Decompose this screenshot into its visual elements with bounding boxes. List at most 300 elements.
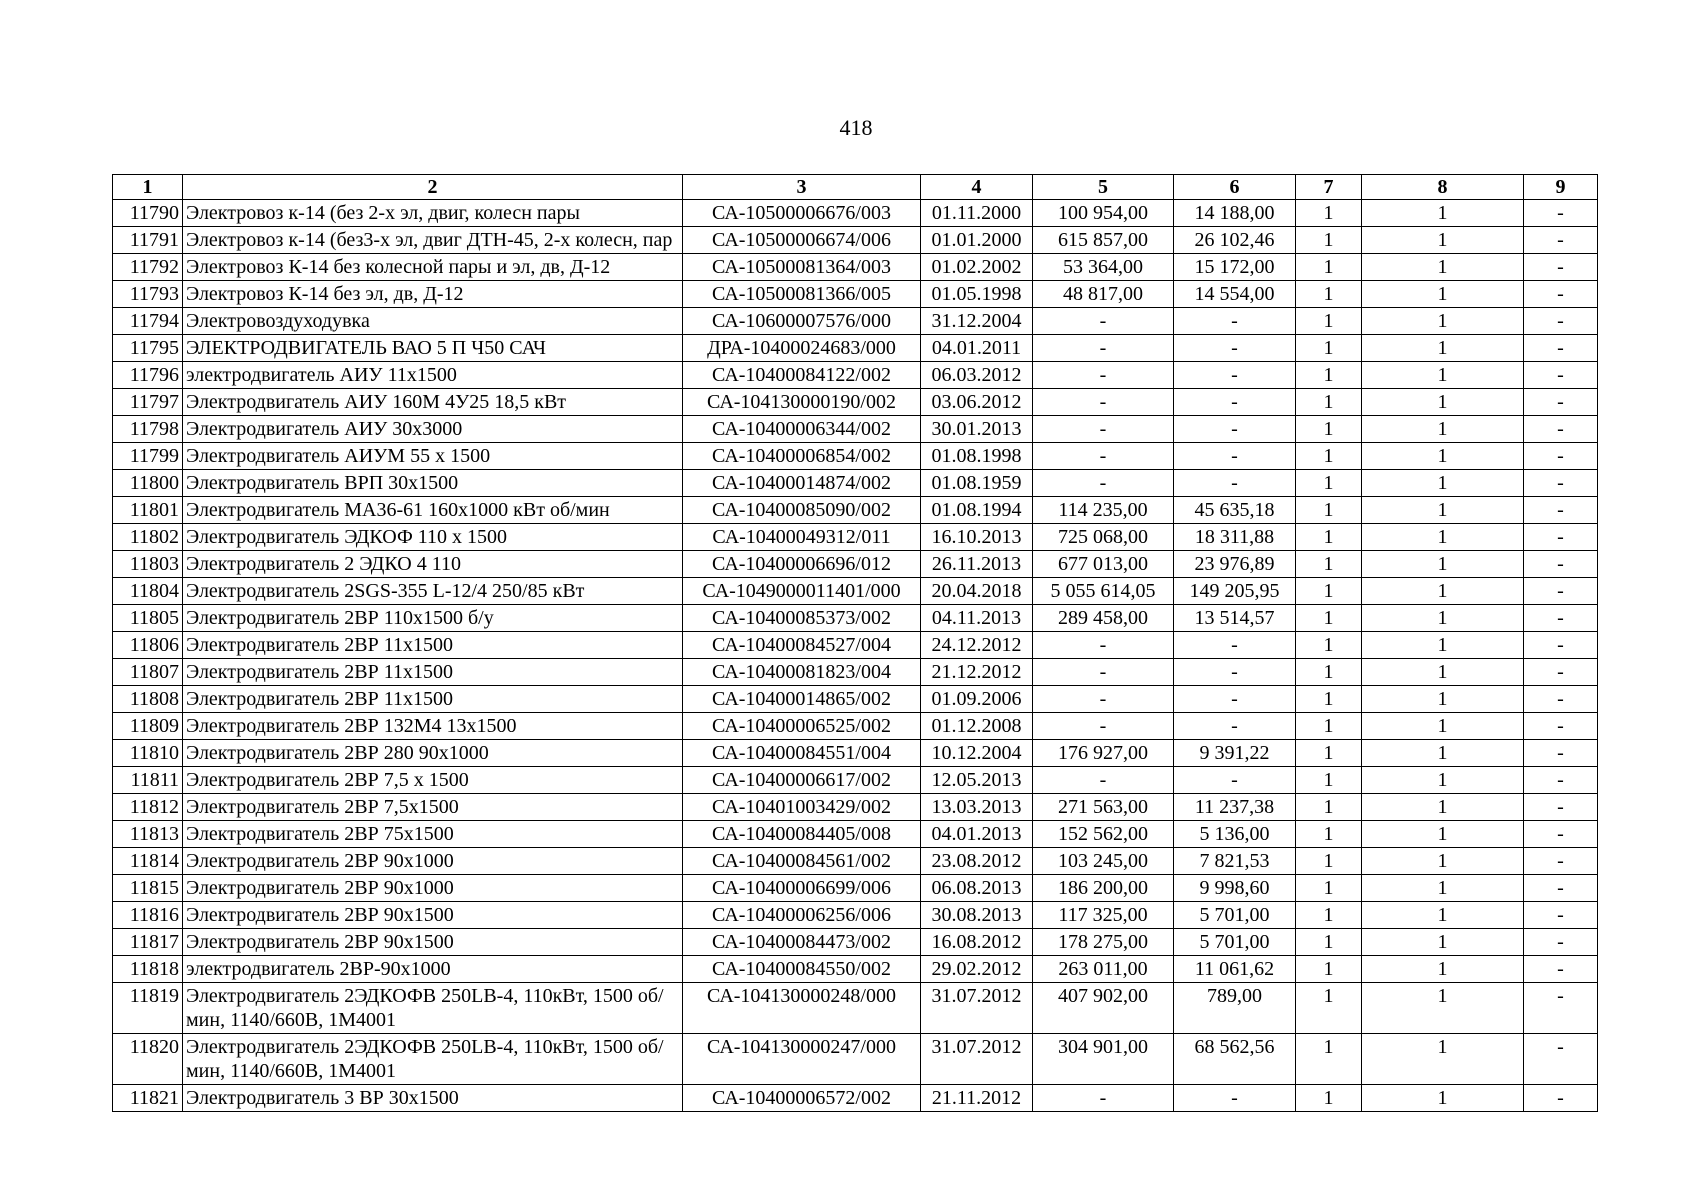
row-number-cell: 11792: [113, 254, 183, 281]
row-number-cell: 11802: [113, 524, 183, 551]
quantity-cell: 1: [1296, 308, 1362, 335]
item-name-cell: Электродвигатель 2ВР 90х1000: [183, 848, 683, 875]
inventory-number-cell: СА-10500081364/003: [683, 254, 921, 281]
quantity-cell: 1: [1296, 902, 1362, 929]
table-row: [113, 686, 1598, 713]
row-number-cell: 11821: [113, 1085, 183, 1112]
quantity-cell: 1: [1296, 335, 1362, 362]
remark-cell: -: [1524, 470, 1598, 497]
row-number-cell: 11796: [113, 362, 183, 389]
column-header: 6: [1174, 175, 1296, 200]
inventory-number-cell: СА-10400085373/002: [683, 605, 921, 632]
item-name-cell: Электродвигатель 2ВР 7,5х1500: [183, 794, 683, 821]
inventory-number-cell: СА-10500081366/005: [683, 281, 921, 308]
item-name-cell: Электродвигатель 2ВР 11х1500: [183, 632, 683, 659]
initial-cost-cell: 117 325,00: [1033, 902, 1174, 929]
quantity-actual-cell: 1: [1362, 200, 1524, 227]
date-cell: 04.11.2013: [921, 605, 1033, 632]
residual-value-cell: -: [1174, 767, 1296, 794]
quantity-actual-cell: 1: [1362, 713, 1524, 740]
date-cell: 01.01.2000: [921, 227, 1033, 254]
date-cell: 23.08.2012: [921, 848, 1033, 875]
remark-cell: -: [1524, 389, 1598, 416]
date-cell: 30.01.2013: [921, 416, 1033, 443]
row-number-cell: 11813: [113, 821, 183, 848]
residual-value-cell: 5 701,00: [1174, 929, 1296, 956]
column-header: 4: [921, 175, 1033, 200]
initial-cost-cell: -: [1033, 443, 1174, 470]
date-cell: 16.10.2013: [921, 524, 1033, 551]
column-header: 1: [113, 175, 183, 200]
residual-value-cell: 15 172,00: [1174, 254, 1296, 281]
residual-value-cell: 7 821,53: [1174, 848, 1296, 875]
quantity-cell: 1: [1296, 551, 1362, 578]
date-cell: 16.08.2012: [921, 929, 1033, 956]
date-cell: 01.05.1998: [921, 281, 1033, 308]
residual-value-cell: 14 188,00: [1174, 200, 1296, 227]
item-name-cell: Электродвигатель АИУ 160М 4У25 18,5 кВт: [183, 389, 683, 416]
date-cell: 04.01.2011: [921, 335, 1033, 362]
table-row: [113, 470, 1598, 497]
table-row: [113, 389, 1598, 416]
date-cell: 01.08.1959: [921, 470, 1033, 497]
remark-cell: -: [1524, 740, 1598, 767]
quantity-actual-cell: 1: [1362, 362, 1524, 389]
quantity-cell: 1: [1296, 605, 1362, 632]
initial-cost-cell: 186 200,00: [1033, 875, 1174, 902]
quantity-actual-cell: 1: [1362, 794, 1524, 821]
item-name-cell: Электродвигатель 2ВР 90х1000: [183, 875, 683, 902]
row-number-cell: 11808: [113, 686, 183, 713]
item-name-cell: Электродвигатель 2ВР 11х1500: [183, 686, 683, 713]
row-number-cell: 11806: [113, 632, 183, 659]
quantity-actual-cell: 1: [1362, 767, 1524, 794]
residual-value-cell: 45 635,18: [1174, 497, 1296, 524]
table-row: [113, 740, 1598, 767]
table-row: [113, 362, 1598, 389]
initial-cost-cell: -: [1033, 686, 1174, 713]
quantity-cell: 1: [1296, 983, 1362, 1034]
remark-cell: -: [1524, 578, 1598, 605]
residual-value-cell: -: [1174, 362, 1296, 389]
residual-value-cell: -: [1174, 308, 1296, 335]
residual-value-cell: 23 976,89: [1174, 551, 1296, 578]
inventory-number-cell: СА-10400006344/002: [683, 416, 921, 443]
row-number-cell: 11807: [113, 659, 183, 686]
row-number-cell: 11815: [113, 875, 183, 902]
row-number-cell: 11798: [113, 416, 183, 443]
date-cell: 01.08.1998: [921, 443, 1033, 470]
table-row: [113, 713, 1598, 740]
remark-cell: -: [1524, 416, 1598, 443]
quantity-actual-cell: 1: [1362, 497, 1524, 524]
quantity-cell: 1: [1296, 713, 1362, 740]
quantity-actual-cell: 1: [1362, 335, 1524, 362]
initial-cost-cell: 114 235,00: [1033, 497, 1174, 524]
date-cell: 26.11.2013: [921, 551, 1033, 578]
inventory-number-cell: СА-10400049312/011: [683, 524, 921, 551]
quantity-cell: 1: [1296, 1085, 1362, 1112]
residual-value-cell: 13 514,57: [1174, 605, 1296, 632]
remark-cell: -: [1524, 497, 1598, 524]
initial-cost-cell: -: [1033, 767, 1174, 794]
date-cell: 12.05.2013: [921, 767, 1033, 794]
table-row: [113, 308, 1598, 335]
residual-value-cell: -: [1174, 686, 1296, 713]
initial-cost-cell: 407 902,00: [1033, 983, 1174, 1034]
inventory-number-cell: СА-104130000247/000: [683, 1034, 921, 1085]
row-number-cell: 11818: [113, 956, 183, 983]
quantity-cell: 1: [1296, 497, 1362, 524]
initial-cost-cell: -: [1033, 659, 1174, 686]
inventory-number-cell: СА-10500006676/003: [683, 200, 921, 227]
residual-value-cell: -: [1174, 416, 1296, 443]
initial-cost-cell: 615 857,00: [1033, 227, 1174, 254]
residual-value-cell: 11 061,62: [1174, 956, 1296, 983]
residual-value-cell: -: [1174, 632, 1296, 659]
date-cell: 30.08.2013: [921, 902, 1033, 929]
quantity-actual-cell: 1: [1362, 308, 1524, 335]
row-number-cell: 11811: [113, 767, 183, 794]
item-name-cell: ЭЛЕКТРОДВИГАТЕЛЬ ВАО 5 П Ч50 САЧ: [183, 335, 683, 362]
table-row: [113, 983, 1598, 1034]
initial-cost-cell: 677 013,00: [1033, 551, 1174, 578]
remark-cell: -: [1524, 551, 1598, 578]
quantity-cell: 1: [1296, 416, 1362, 443]
residual-value-cell: -: [1174, 335, 1296, 362]
inventory-number-cell: СА-10400084551/004: [683, 740, 921, 767]
row-number-cell: 11801: [113, 497, 183, 524]
residual-value-cell: 5 701,00: [1174, 902, 1296, 929]
column-header: 7: [1296, 175, 1362, 200]
table-row: [113, 605, 1598, 632]
inventory-number-cell: СА-10400084561/002: [683, 848, 921, 875]
initial-cost-cell: 103 245,00: [1033, 848, 1174, 875]
table-row: [113, 551, 1598, 578]
inventory-number-cell: ДРА-10400024683/000: [683, 335, 921, 362]
table-row: [113, 1034, 1598, 1085]
quantity-cell: 1: [1296, 200, 1362, 227]
quantity-actual-cell: 1: [1362, 281, 1524, 308]
inventory-number-cell: СА-10400084473/002: [683, 929, 921, 956]
table-row: [113, 848, 1598, 875]
table-row: [113, 929, 1598, 956]
initial-cost-cell: 178 275,00: [1033, 929, 1174, 956]
quantity-actual-cell: 1: [1362, 578, 1524, 605]
item-name-cell: Электродвигатель 2ЭДКОФВ 250LB-4, 110кВт, 1500 об/мин, 1140/660В, 1М4001: [183, 1034, 683, 1085]
quantity-actual-cell: 1: [1362, 686, 1524, 713]
item-name-cell: Электродвигатель ЭДКОФ 110 х 1500: [183, 524, 683, 551]
quantity-actual-cell: 1: [1362, 416, 1524, 443]
item-name-cell: Электродвигатель 2SGS-355 L-12/4 250/85 кВт: [183, 578, 683, 605]
inventory-number-cell: СА-10401003429/002: [683, 794, 921, 821]
quantity-actual-cell: 1: [1362, 551, 1524, 578]
item-name-cell: Электровоз к-14 (без 2-х эл, двиг, колесн пары: [183, 200, 683, 227]
inventory-number-cell: СА-10400084405/008: [683, 821, 921, 848]
quantity-actual-cell: 1: [1362, 983, 1524, 1034]
initial-cost-cell: 53 364,00: [1033, 254, 1174, 281]
residual-value-cell: 789,00: [1174, 983, 1296, 1034]
row-number-cell: 11799: [113, 443, 183, 470]
quantity-cell: 1: [1296, 227, 1362, 254]
residual-value-cell: -: [1174, 389, 1296, 416]
table-row: [113, 956, 1598, 983]
remark-cell: -: [1524, 767, 1598, 794]
item-name-cell: электродвигатель АИУ 11х1500: [183, 362, 683, 389]
item-name-cell: Электродвигатель 2ВР 7,5 х 1500: [183, 767, 683, 794]
residual-value-cell: 5 136,00: [1174, 821, 1296, 848]
inventory-number-cell: СА-10400006525/002: [683, 713, 921, 740]
column-header: 9: [1524, 175, 1598, 200]
item-name-cell: Электровоз К-14 без колесной пары и эл, дв, Д-12: [183, 254, 683, 281]
date-cell: 21.12.2012: [921, 659, 1033, 686]
date-cell: 06.03.2012: [921, 362, 1033, 389]
inventory-number-cell: СА-1049000011401/000: [683, 578, 921, 605]
asset-registry-table: [112, 174, 1598, 1112]
item-name-cell: Электродвигатель 2ВР 90х1500: [183, 902, 683, 929]
row-number-cell: 11803: [113, 551, 183, 578]
remark-cell: -: [1524, 335, 1598, 362]
item-name-cell: Электродвигатель 2ВР 110х1500 б/у: [183, 605, 683, 632]
inventory-number-cell: СА-10400014865/002: [683, 686, 921, 713]
initial-cost-cell: -: [1033, 470, 1174, 497]
item-name-cell: Электродвигатель АИУ 30х3000: [183, 416, 683, 443]
inventory-number-cell: СА-10400084550/002: [683, 956, 921, 983]
table-row: [113, 767, 1598, 794]
quantity-cell: 1: [1296, 686, 1362, 713]
date-cell: 20.04.2018: [921, 578, 1033, 605]
initial-cost-cell: 725 068,00: [1033, 524, 1174, 551]
initial-cost-cell: 289 458,00: [1033, 605, 1174, 632]
item-name-cell: Электродвигатель 2ВР 90х1500: [183, 929, 683, 956]
date-cell: 29.02.2012: [921, 956, 1033, 983]
table-row: [113, 281, 1598, 308]
remark-cell: -: [1524, 254, 1598, 281]
inventory-number-cell: СА-10400006699/006: [683, 875, 921, 902]
residual-value-cell: 18 311,88: [1174, 524, 1296, 551]
remark-cell: -: [1524, 308, 1598, 335]
initial-cost-cell: 304 901,00: [1033, 1034, 1174, 1085]
page-number: 418: [839, 115, 873, 140]
inventory-number-cell: СА-10400084527/004: [683, 632, 921, 659]
remark-cell: -: [1524, 443, 1598, 470]
date-cell: 01.08.1994: [921, 497, 1033, 524]
row-number-cell: 11793: [113, 281, 183, 308]
item-name-cell: электродвигатель 2ВР-90х1000: [183, 956, 683, 983]
residual-value-cell: -: [1174, 659, 1296, 686]
initial-cost-cell: -: [1033, 713, 1174, 740]
table-row: [113, 794, 1598, 821]
item-name-cell: Электродвигатель ВРП 30х1500: [183, 470, 683, 497]
quantity-cell: 1: [1296, 956, 1362, 983]
inventory-number-cell: СА-10400014874/002: [683, 470, 921, 497]
remark-cell: -: [1524, 605, 1598, 632]
remark-cell: -: [1524, 1034, 1598, 1085]
row-number-cell: 11794: [113, 308, 183, 335]
quantity-actual-cell: 1: [1362, 659, 1524, 686]
remark-cell: -: [1524, 632, 1598, 659]
quantity-cell: 1: [1296, 929, 1362, 956]
table-row: [113, 632, 1598, 659]
quantity-cell: 1: [1296, 524, 1362, 551]
row-number-cell: 11797: [113, 389, 183, 416]
row-number-cell: 11805: [113, 605, 183, 632]
quantity-actual-cell: 1: [1362, 821, 1524, 848]
remark-cell: -: [1524, 983, 1598, 1034]
quantity-cell: 1: [1296, 848, 1362, 875]
row-number-cell: 11800: [113, 470, 183, 497]
quantity-actual-cell: 1: [1362, 470, 1524, 497]
residual-value-cell: 14 554,00: [1174, 281, 1296, 308]
quantity-actual-cell: 1: [1362, 1034, 1524, 1085]
column-header: 5: [1033, 175, 1174, 200]
table-row: [113, 821, 1598, 848]
row-number-cell: 11809: [113, 713, 183, 740]
row-number-cell: 11814: [113, 848, 183, 875]
item-name-cell: Электровоз К-14 без эл, дв, Д-12: [183, 281, 683, 308]
remark-cell: -: [1524, 200, 1598, 227]
quantity-actual-cell: 1: [1362, 875, 1524, 902]
inventory-number-cell: СА-10400006572/002: [683, 1085, 921, 1112]
residual-value-cell: 68 562,56: [1174, 1034, 1296, 1085]
inventory-number-cell: СА-10400006256/006: [683, 902, 921, 929]
header-row: [113, 175, 1598, 200]
quantity-actual-cell: 1: [1362, 443, 1524, 470]
quantity-cell: 1: [1296, 470, 1362, 497]
residual-value-cell: -: [1174, 713, 1296, 740]
quantity-actual-cell: 1: [1362, 956, 1524, 983]
table-row: [113, 902, 1598, 929]
remark-cell: -: [1524, 902, 1598, 929]
initial-cost-cell: 5 055 614,05: [1033, 578, 1174, 605]
quantity-actual-cell: 1: [1362, 632, 1524, 659]
date-cell: 01.02.2002: [921, 254, 1033, 281]
date-cell: 01.11.2000: [921, 200, 1033, 227]
inventory-number-cell: СА-10400006617/002: [683, 767, 921, 794]
quantity-cell: 1: [1296, 578, 1362, 605]
row-number-cell: 11810: [113, 740, 183, 767]
table-row: [113, 254, 1598, 281]
quantity-cell: 1: [1296, 821, 1362, 848]
residual-value-cell: 26 102,46: [1174, 227, 1296, 254]
row-number-cell: 11817: [113, 929, 183, 956]
row-number-cell: 11819: [113, 983, 183, 1034]
inventory-number-cell: СА-10400006854/002: [683, 443, 921, 470]
table-row: [113, 578, 1598, 605]
column-header: 8: [1362, 175, 1524, 200]
table-row: [113, 524, 1598, 551]
remark-cell: -: [1524, 821, 1598, 848]
quantity-actual-cell: 1: [1362, 605, 1524, 632]
quantity-cell: 1: [1296, 1034, 1362, 1085]
quantity-cell: 1: [1296, 281, 1362, 308]
quantity-actual-cell: 1: [1362, 848, 1524, 875]
item-name-cell: Электродвигатель 3 ВР 30х1500: [183, 1085, 683, 1112]
quantity-cell: 1: [1296, 443, 1362, 470]
initial-cost-cell: 176 927,00: [1033, 740, 1174, 767]
initial-cost-cell: -: [1033, 416, 1174, 443]
column-header: 3: [683, 175, 921, 200]
initial-cost-cell: 152 562,00: [1033, 821, 1174, 848]
row-number-cell: 11791: [113, 227, 183, 254]
initial-cost-cell: 263 011,00: [1033, 956, 1174, 983]
initial-cost-cell: 100 954,00: [1033, 200, 1174, 227]
quantity-cell: 1: [1296, 740, 1362, 767]
residual-value-cell: -: [1174, 1085, 1296, 1112]
item-name-cell: Электродвигатель 2ВР 132М4 13х1500: [183, 713, 683, 740]
remark-cell: -: [1524, 713, 1598, 740]
quantity-cell: 1: [1296, 767, 1362, 794]
initial-cost-cell: 271 563,00: [1033, 794, 1174, 821]
residual-value-cell: 9 998,60: [1174, 875, 1296, 902]
date-cell: 13.03.2013: [921, 794, 1033, 821]
table-row: [113, 335, 1598, 362]
residual-value-cell: -: [1174, 443, 1296, 470]
date-cell: 06.08.2013: [921, 875, 1033, 902]
item-name-cell: Электровоздуходувка: [183, 308, 683, 335]
inventory-number-cell: СА-104130000248/000: [683, 983, 921, 1034]
item-name-cell: Электродвигатель 2ВР 280 90х1000: [183, 740, 683, 767]
quantity-actual-cell: 1: [1362, 1085, 1524, 1112]
row-number-cell: 11820: [113, 1034, 183, 1085]
inventory-number-cell: СА-10400006696/012: [683, 551, 921, 578]
quantity-actual-cell: 1: [1362, 740, 1524, 767]
table-row: [113, 443, 1598, 470]
residual-value-cell: 11 237,38: [1174, 794, 1296, 821]
item-name-cell: Электродвигатель 2ЭДКОФВ 250LB-4, 110кВт, 1500 об/мин, 1140/660В, 1М4001: [183, 983, 683, 1034]
remark-cell: -: [1524, 227, 1598, 254]
date-cell: 31.07.2012: [921, 1034, 1033, 1085]
initial-cost-cell: -: [1033, 1085, 1174, 1112]
residual-value-cell: -: [1174, 470, 1296, 497]
row-number-cell: 11790: [113, 200, 183, 227]
table-row: [113, 1085, 1598, 1112]
item-name-cell: Электродвигатель МА36-61 160х1000 кВт об/мин: [183, 497, 683, 524]
remark-cell: -: [1524, 875, 1598, 902]
inventory-number-cell: СА-10500006674/006: [683, 227, 921, 254]
residual-value-cell: 9 391,22: [1174, 740, 1296, 767]
quantity-cell: 1: [1296, 389, 1362, 416]
table-body: [113, 200, 1598, 1112]
remark-cell: -: [1524, 956, 1598, 983]
initial-cost-cell: -: [1033, 308, 1174, 335]
date-cell: 31.07.2012: [921, 983, 1033, 1034]
quantity-cell: 1: [1296, 254, 1362, 281]
quantity-actual-cell: 1: [1362, 524, 1524, 551]
item-name-cell: Электровоз к-14 (без3-х эл, двиг ДТН-45, 2-х колесн, пар: [183, 227, 683, 254]
date-cell: 21.11.2012: [921, 1085, 1033, 1112]
quantity-cell: 1: [1296, 794, 1362, 821]
remark-cell: -: [1524, 524, 1598, 551]
quantity-cell: 1: [1296, 362, 1362, 389]
table-row: [113, 416, 1598, 443]
date-cell: 04.01.2013: [921, 821, 1033, 848]
item-name-cell: Электродвигатель 2 ЭДКО 4 110: [183, 551, 683, 578]
quantity-cell: 1: [1296, 875, 1362, 902]
quantity-actual-cell: 1: [1362, 902, 1524, 929]
remark-cell: -: [1524, 362, 1598, 389]
residual-value-cell: 149 205,95: [1174, 578, 1296, 605]
table-row: [113, 200, 1598, 227]
item-name-cell: Электродвигатель АИУМ 55 х 1500: [183, 443, 683, 470]
remark-cell: -: [1524, 686, 1598, 713]
remark-cell: -: [1524, 929, 1598, 956]
table-row: [113, 497, 1598, 524]
initial-cost-cell: -: [1033, 389, 1174, 416]
row-number-cell: 11795: [113, 335, 183, 362]
table-row: [113, 227, 1598, 254]
inventory-number-cell: СА-10400084122/002: [683, 362, 921, 389]
